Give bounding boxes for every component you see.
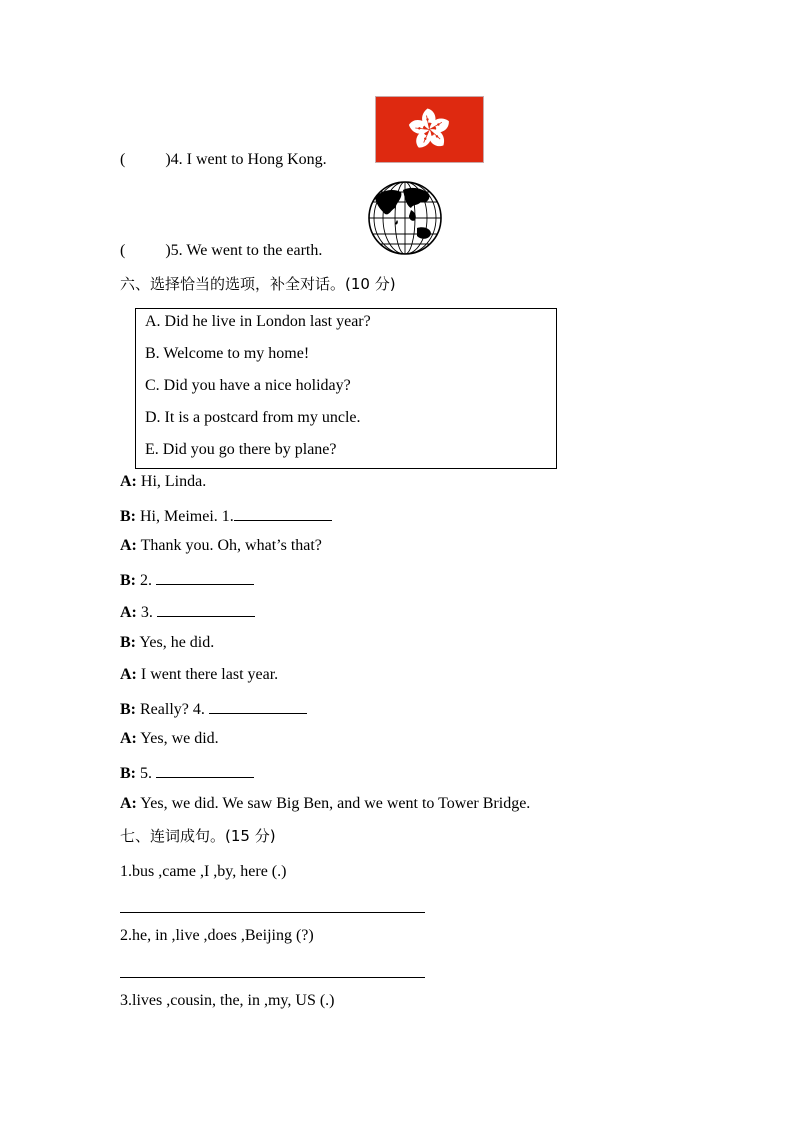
line-text: Yes, we did. We saw Big Ben, and we went to Tower Bridge. xyxy=(140,795,531,812)
answer-line-2[interactable] xyxy=(120,977,425,978)
question-number: 5. xyxy=(170,242,183,259)
dialogue-line xyxy=(120,729,219,749)
sentence-item-1: 1.bus ,came ,I ,by, here (.) xyxy=(120,863,287,880)
dialogue-line xyxy=(120,504,332,527)
sentence-item-3: 3.lives ,cousin, the, in ,my, US (.) xyxy=(120,992,335,1009)
option-e: E. Did you go there by plane? xyxy=(145,441,337,458)
question-number: 4. xyxy=(170,151,183,168)
dialogue-line xyxy=(120,761,254,784)
hong-kong-flag-icon xyxy=(375,96,484,163)
answer-blank-4[interactable] xyxy=(209,697,307,714)
speaker: B: xyxy=(120,701,136,718)
speaker: A: xyxy=(120,604,137,621)
speaker: B: xyxy=(120,572,136,589)
dialogue-line xyxy=(120,633,214,653)
answer-blank-5[interactable] xyxy=(156,761,254,778)
answer-line-1[interactable] xyxy=(120,912,425,913)
question-5 xyxy=(120,241,322,261)
paren-open: ( xyxy=(120,151,126,168)
speaker: B: xyxy=(120,634,136,651)
dialogue-line xyxy=(120,536,322,556)
speaker: A: xyxy=(120,537,137,554)
question-text: I went to Hong Kong. xyxy=(186,151,327,168)
line-text: Yes, we did. xyxy=(140,730,219,747)
paren-close: ) xyxy=(165,151,171,168)
speaker: B: xyxy=(120,508,136,525)
option-b: B. Welcome to my home! xyxy=(145,345,310,362)
line-text: I went there last year. xyxy=(140,666,279,683)
line-text: Yes, he did. xyxy=(139,634,215,651)
paren-open: ( xyxy=(120,242,126,259)
line-text: Thank you. Oh, what’s that? xyxy=(140,537,322,554)
speaker: A: xyxy=(120,473,137,490)
bauhinia-icon xyxy=(376,97,483,162)
dialogue-line xyxy=(120,697,307,720)
option-c: C. Did you have a nice holiday? xyxy=(145,377,351,394)
speaker: A: xyxy=(120,666,137,683)
option-a: A. Did he live in London last year? xyxy=(145,313,371,330)
line-text: 5. xyxy=(140,765,156,782)
question-4 xyxy=(120,150,327,170)
line-text: Really? 4. xyxy=(140,701,209,718)
answer-blank-3[interactable] xyxy=(157,600,255,617)
dialogue-line xyxy=(120,665,278,685)
dialogue-line xyxy=(120,568,254,591)
sentence-item-2: 2.he, in ,live ,does ,Beijing (?) xyxy=(120,927,314,944)
speaker: B: xyxy=(120,765,136,782)
dialogue-line xyxy=(120,472,206,492)
line-text: 2. xyxy=(140,572,156,589)
speaker: A: xyxy=(120,730,137,747)
dialogue-line xyxy=(120,794,530,814)
paren-close: ) xyxy=(165,242,171,259)
option-d: D. It is a postcard from my uncle. xyxy=(145,409,361,426)
question-text: We went to the earth. xyxy=(186,242,323,259)
speaker: A: xyxy=(120,795,137,812)
line-text: Hi, Linda. xyxy=(140,473,207,490)
options-box xyxy=(135,308,557,469)
answer-blank-2[interactable] xyxy=(156,568,254,585)
globe-icon xyxy=(367,180,443,256)
line-text: Hi, Meimei. 1. xyxy=(140,508,234,525)
dialogue-line xyxy=(120,600,255,623)
answer-blank-1[interactable] xyxy=(234,504,332,521)
section-7-title: 七、连词成句。(15 分) xyxy=(120,827,276,845)
section-6-title: 六、选择恰当的选项，补全对话。(10 分) xyxy=(120,275,396,293)
line-text: 3. xyxy=(140,604,157,621)
